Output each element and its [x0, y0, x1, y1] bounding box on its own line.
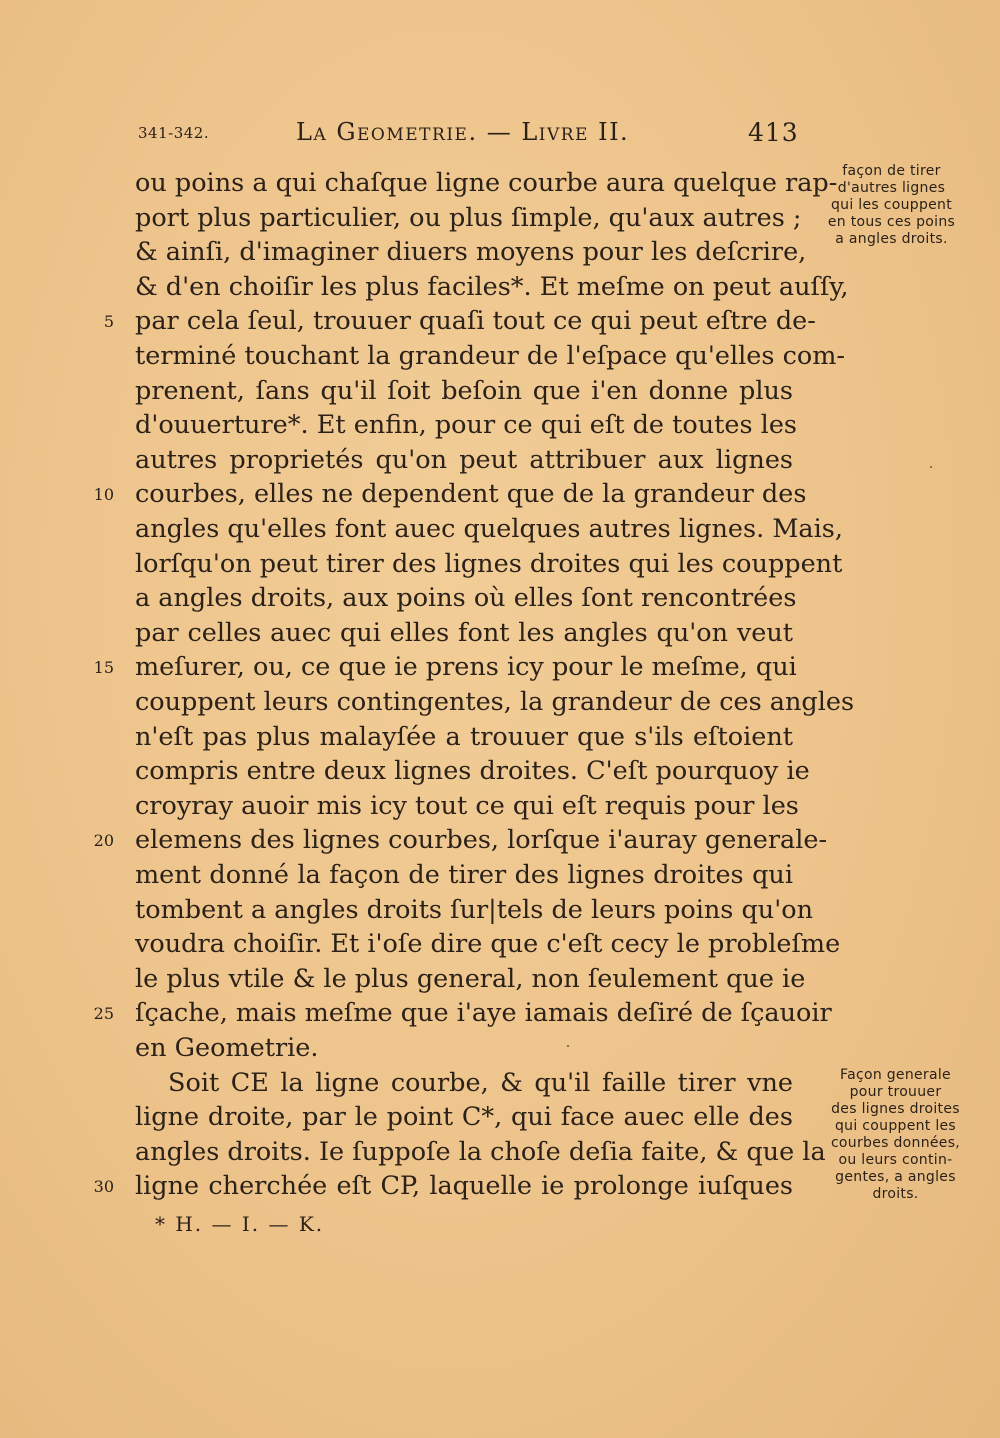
text-line: tombent a angles droits ſur|tels de leurs poins qu'on: [135, 894, 814, 925]
line-number: 20: [93, 831, 114, 850]
page-range: 341-342.: [138, 124, 210, 142]
paper-speck: [930, 466, 932, 468]
text-line: elemens des lignes courbes, lorſque i'auray generale-: [135, 825, 828, 856]
text-line: prenent, ſans qu'il ſoit beſoin que i'en donne plus: [135, 375, 793, 406]
text-line: par cela ſeul, trouuer quaſi tout ce qui peut eſtre de-: [135, 306, 816, 337]
text-line: ligne cherchée eſt CP, laquelle ie prolonge iuſques: [135, 1171, 793, 1202]
text-line: meſurer, ou, ce que ie prens icy pour le meſme, qui: [135, 652, 797, 683]
text-line: autres proprietés qu'on peut attribuer aux lignes: [135, 444, 793, 475]
page-number: 413: [748, 118, 799, 147]
margin-note-line: Façon generale: [840, 1067, 951, 1083]
text-line: ligne droite, par le point C*, qui face auec elle des: [135, 1102, 793, 1133]
running-title: La Geometrie. — Livre II.: [296, 118, 630, 146]
margin-note: [804, 163, 979, 248]
text-line: & ainſi, d'imaginer diuers moyens pour les deſcrire,: [135, 237, 807, 268]
running-header: [0, 118, 1000, 154]
text-line: courbes, elles ne dependent que de la grandeur des: [135, 479, 807, 510]
margin-note-line: qui couppent les: [834, 1118, 957, 1134]
text-line: couppent leurs contingentes, la grandeur de ces angles: [135, 687, 855, 717]
text-line: a angles droits, aux poins où elles ſont rencontrées: [135, 583, 797, 614]
margin-note-line: courbes données,: [830, 1135, 961, 1151]
text-line: croyray auoir mis icy tout ce qui eſt requis pour les: [135, 790, 799, 821]
text-line: lorſqu'on peut tirer des lignes droites qui les couppent: [135, 548, 843, 579]
line-number: 5: [103, 312, 114, 331]
text-line: par celles auec qui elles font les angles qu'on veut: [135, 617, 793, 648]
margin-note-line: façon de tirer: [842, 163, 941, 179]
line-number: 25: [93, 1004, 114, 1023]
line-number: 10: [93, 485, 114, 504]
text-line: ment donné la façon de tirer des lignes droites qui: [135, 860, 793, 890]
text-line: angles qu'elles font auec quelques autres lignes. Mais,: [135, 514, 843, 544]
margin-note-line: pour trouuer: [849, 1084, 942, 1100]
text-line: ſçache, mais meſme que i'aye iamais deſiré de ſçauoir: [135, 998, 832, 1029]
text-line: en Geometrie.: [135, 1033, 319, 1063]
text-line: port plus particulier, ou plus ſimple, qu'aux autres ;: [135, 202, 802, 233]
text-line: voudra choiſir. Et i'oſe dire que c'eſt cecy le probleſme: [135, 929, 841, 960]
line-number: 30: [93, 1177, 114, 1196]
margin-note-line: gentes, a angles: [835, 1169, 956, 1185]
text-line: angles droits. Ie ſuppoſe la choſe deſia faite, & que la: [135, 1136, 826, 1167]
margin-note-line: en tous ces poins: [827, 214, 956, 230]
margin-note: [808, 1067, 983, 1203]
text-line: le plus vtile & le plus general, non ſeulement que ie: [135, 963, 806, 994]
line-number: 15: [93, 658, 114, 677]
text-line: d'ouuerture*. Et enfin, pour ce qui eſt de toutes les: [135, 410, 798, 441]
text-line: terminé touchant la grandeur de l'eſpace qu'elles com-: [135, 341, 846, 371]
margin-note-line: d'autres lignes: [837, 180, 946, 196]
text-line: ou poins a qui chaſque ligne courbe aura quelque rap-: [135, 168, 838, 198]
margin-note-line: des lignes droites: [831, 1101, 960, 1117]
margin-note-line: qui les couppent: [830, 197, 953, 213]
paper-speck: [567, 1045, 569, 1047]
margin-note-line: a angles droits.: [835, 231, 948, 247]
text-line: Soit CE la ligne courbe, & qu'il faille tirer vne: [168, 1067, 793, 1098]
margin-note-line: ou leurs contin-: [838, 1152, 953, 1168]
margin-note-line: droits.: [872, 1186, 919, 1202]
text-line: n'eſt pas plus malayſée a trouuer que s'ils eſtoient: [135, 721, 793, 752]
text-line: & d'en choiſir les plus faciles*. Et meſme on peut auſſy,: [135, 271, 849, 302]
footnote: * H. — I. — K.: [155, 1212, 325, 1236]
text-line: compris entre deux lignes droites. C'eſt pourquoy ie: [135, 756, 810, 787]
